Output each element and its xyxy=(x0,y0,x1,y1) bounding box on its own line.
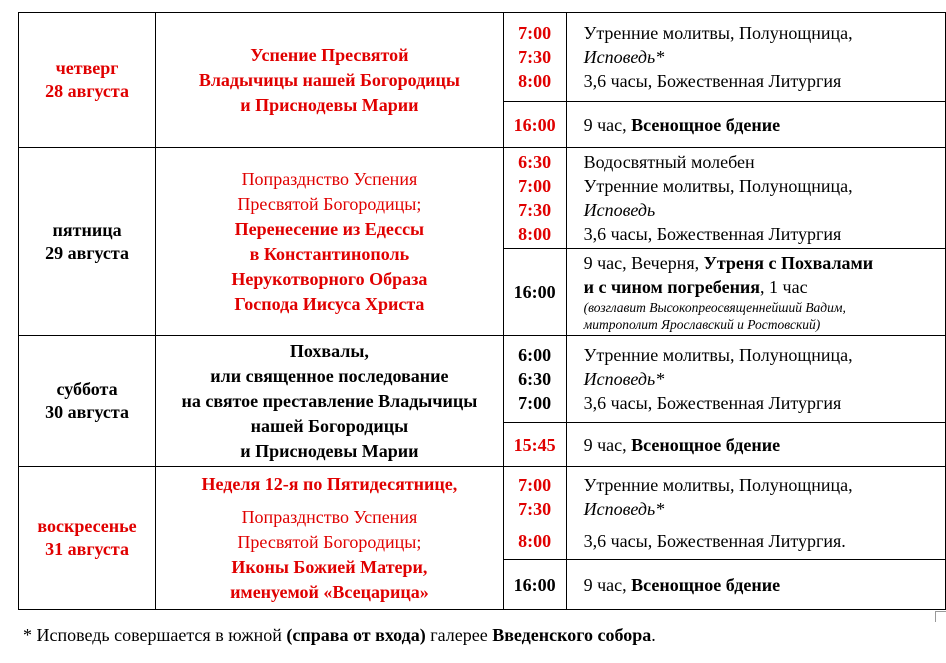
service-time: 7:00 xyxy=(518,23,552,43)
service-desc: Исповедь* xyxy=(583,369,665,389)
feast-line: Перенесение из Едессы xyxy=(234,218,425,239)
day-cell xyxy=(19,336,156,467)
service-time: 7:00 xyxy=(518,176,552,196)
date: 29 августа xyxy=(45,242,129,263)
service-note: (возглавит Высокопреосвященнейший Вадим, xyxy=(583,300,846,315)
feast-cell xyxy=(156,13,504,148)
service-cell xyxy=(566,336,945,423)
service-desc: Утренние молитвы, Полунощница, xyxy=(583,475,853,495)
feast-cell xyxy=(156,336,504,467)
service-desc-bold: Всенощное бдение xyxy=(631,574,781,595)
feast-line: Нерукотворного Образа xyxy=(231,268,428,289)
schedule-table xyxy=(18,12,946,610)
date: 30 августа xyxy=(45,402,129,422)
feast-line: Владычицы нашей Богородицы xyxy=(198,69,460,90)
weekday: пятница xyxy=(52,219,122,240)
time-cell xyxy=(503,560,566,610)
service-desc: Утренние молитвы, Полунощница, xyxy=(583,23,853,43)
service-desc: 9 час, xyxy=(583,434,632,455)
service-desc: Исповедь* xyxy=(583,499,665,519)
page-corner-mark xyxy=(935,611,946,622)
feast-line: Попразднство Успения xyxy=(241,168,418,189)
feast-line: Похвалы, xyxy=(289,340,369,361)
feast-line: в Константинополь xyxy=(249,243,410,264)
feast-line: Господа Иисуса Христа xyxy=(234,293,425,314)
service-cell xyxy=(566,560,945,610)
time-cell xyxy=(503,336,566,423)
service-time: 7:00 xyxy=(518,393,552,413)
service-desc-bold: Всенощное бдение xyxy=(631,114,781,135)
service-time: 8:00 xyxy=(518,531,552,551)
schedule-row xyxy=(19,467,946,560)
service-time: 7:30 xyxy=(518,47,552,67)
day-cell xyxy=(19,148,156,336)
feast-line: или священное последование xyxy=(210,365,449,386)
service-desc: 3,6 часы, Божественная Литургия xyxy=(583,224,842,244)
service-time: 6:30 xyxy=(518,152,552,172)
day-cell xyxy=(19,467,156,610)
service-time: 16:00 xyxy=(513,574,556,595)
service-desc-bold: Всенощное бдение xyxy=(631,434,781,455)
service-time: 6:00 xyxy=(518,345,552,365)
service-time: 6:30 xyxy=(518,369,552,389)
day-cell xyxy=(19,13,156,148)
feast-line: Иконы Божией Матери, xyxy=(231,556,428,577)
schedule-row xyxy=(19,13,946,102)
service-time: 7:00 xyxy=(518,475,552,495)
service-cell xyxy=(566,467,945,560)
service-cell xyxy=(566,102,945,148)
service-desc: 9 час, xyxy=(583,114,632,135)
service-cell xyxy=(566,423,945,467)
footnote-text: * Исповедь совершается в южной xyxy=(23,625,287,645)
service-desc: 3,6 часы, Божественная Литургия. xyxy=(583,531,846,551)
feast-line: Неделя 12-я по Пятидесятнице, xyxy=(201,473,458,494)
feast-cell xyxy=(156,467,504,610)
service-desc: 9 час, Вечерня, xyxy=(583,253,704,273)
feast-cell xyxy=(156,148,504,336)
service-desc: Водосвятный молебен xyxy=(583,152,755,172)
footnote-text-bold: Введенского собора xyxy=(492,625,652,645)
time-cell xyxy=(503,102,566,148)
feast-line: и Приснодевы Марии xyxy=(240,94,419,115)
feast-line: именуемой «Всецарица» xyxy=(230,581,429,602)
service-time: 8:00 xyxy=(518,71,552,91)
service-time: 16:00 xyxy=(513,114,556,135)
time-cell xyxy=(503,13,566,102)
time-cell xyxy=(503,148,566,249)
service-desc-bold: Утреня с Похвалами xyxy=(703,253,874,273)
service-cell xyxy=(566,13,945,102)
footnote-text-bold: (справа от входа) xyxy=(286,625,426,645)
service-desc-bold: и с чином погребения xyxy=(583,277,761,297)
schedule-row xyxy=(19,336,946,423)
footnote-text: . xyxy=(651,625,656,645)
service-desc: Исповедь xyxy=(583,200,656,220)
feast-line: Успение Пресвятой xyxy=(250,44,409,65)
weekday: четверг xyxy=(55,58,119,78)
feast-line: Пресвятой Богородицы; xyxy=(237,193,422,214)
service-desc: Утренние молитвы, Полунощница, xyxy=(583,345,853,365)
service-desc: , 1 час xyxy=(760,277,808,297)
service-time: 7:30 xyxy=(518,200,552,220)
date: 28 августа xyxy=(45,81,129,101)
footnote-text: галерее xyxy=(425,625,493,645)
footnote xyxy=(23,625,656,646)
service-note: митрополит Ярославский и Ростовский) xyxy=(583,317,821,332)
service-desc: 3,6 часы, Божественная Литургия xyxy=(583,71,842,91)
service-time: 8:00 xyxy=(518,224,552,244)
feast-line: Пресвятой Богородицы; xyxy=(237,531,422,552)
weekday: воскресенье xyxy=(37,516,137,536)
weekday: суббота xyxy=(56,379,118,399)
service-time: 15:45 xyxy=(513,434,556,455)
service-desc: Исповедь* xyxy=(583,47,665,67)
date: 31 августа xyxy=(45,539,129,559)
service-desc: Утренние молитвы, Полунощница, xyxy=(583,176,853,196)
feast-line: Попразднство Успения xyxy=(241,506,418,527)
service-desc: 3,6 часы, Божественная Литургия xyxy=(583,393,842,413)
feast-line: на святое преставление Владычицы xyxy=(181,390,478,411)
service-cell xyxy=(566,148,945,249)
feast-line: нашей Богородицы xyxy=(250,415,409,436)
time-cell xyxy=(503,467,566,560)
time-cell xyxy=(503,423,566,467)
time-cell xyxy=(503,249,566,336)
schedule-row xyxy=(19,148,946,249)
service-cell xyxy=(566,249,945,336)
service-time: 16:00 xyxy=(513,282,556,302)
service-time: 7:30 xyxy=(518,499,552,519)
service-desc: 9 час, xyxy=(583,574,632,595)
feast-line: и Приснодевы Марии xyxy=(240,440,419,461)
